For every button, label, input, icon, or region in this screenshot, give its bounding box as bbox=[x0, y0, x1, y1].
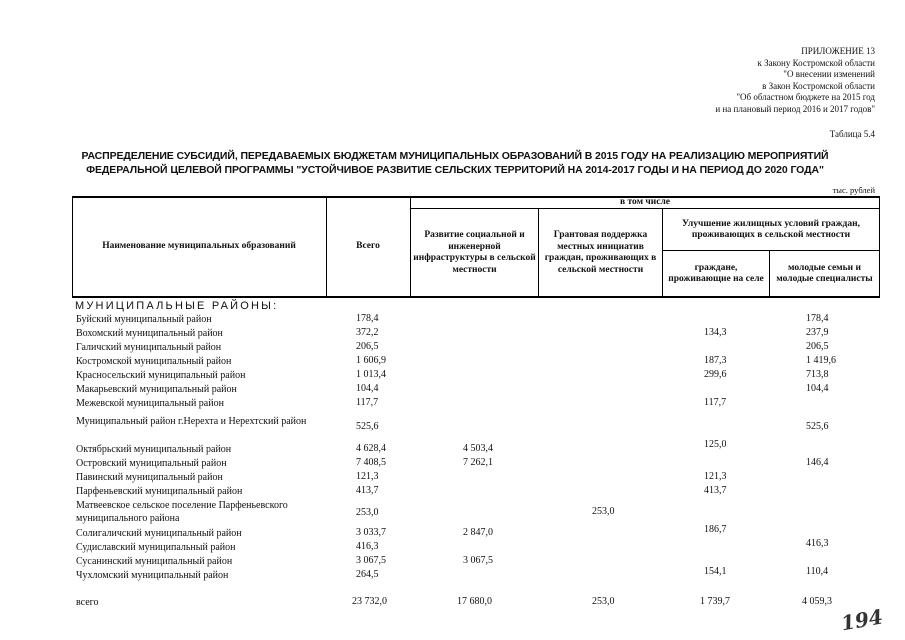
header-grant: Грантовая поддержка местных инициатив граждан, проживающих в сельской местности bbox=[544, 230, 657, 275]
cell-grant: 253,0 bbox=[592, 506, 615, 517]
cell-young: 178,4 bbox=[806, 313, 829, 324]
cell-total: 1 606,9 bbox=[356, 355, 386, 366]
title-line-2: ФЕДЕРАЛЬНОЙ ЦЕЛЕВОЙ ПРОГРАММЫ "УСТОЙЧИВОЕ РАЗВИТИЕ СЕЛЬСКИХ ТЕРРИТОРИЙ НА 2014-2017 ГОДЫ И НА ПЕРИОД ДО 2020 ГОДА" bbox=[86, 163, 824, 176]
cell-young: 104,4 bbox=[806, 383, 829, 394]
header-vline-3 bbox=[538, 208, 539, 297]
cell-total: 525,6 bbox=[356, 421, 379, 432]
cell-total: 413,7 bbox=[356, 485, 379, 496]
cell-total: 117,7 bbox=[356, 397, 379, 408]
cell-rural: 121,3 bbox=[704, 471, 727, 482]
cell-young: 146,4 bbox=[806, 457, 829, 468]
header-vline-4 bbox=[662, 208, 663, 297]
section-label: МУНИЦИПАЛЬНЫЕ РАЙОНЫ: bbox=[75, 300, 279, 312]
cell-young: 416,3 bbox=[806, 538, 829, 549]
cell-name: Солигаличский муниципальный район bbox=[76, 528, 242, 539]
appendix-line: в Закон Костромской области bbox=[762, 80, 875, 91]
header-young: молодые семьи и молодые специалисты bbox=[776, 262, 873, 284]
cell-name: Буйский муниципальный район bbox=[76, 314, 212, 325]
cell-name: Чухломский муниципальный район bbox=[76, 570, 229, 581]
cell-name: Муниципальный район г.Нерехта и Нерехтский район bbox=[76, 416, 307, 427]
cell-name: Костромской муниципальный район bbox=[76, 356, 232, 367]
cell-total: 104,4 bbox=[356, 383, 379, 394]
cell-total: 206,5 bbox=[356, 341, 379, 352]
header-vline-right bbox=[879, 196, 880, 297]
header-infra: Развитие социальной и инженерной инфраструктуры в сельской местности bbox=[413, 230, 536, 275]
appendix-line: "Об областном бюджете на 2015 год bbox=[736, 92, 875, 103]
cell-name: Матвеевское сельское поселение Парфеньевского муниципального района bbox=[76, 500, 288, 524]
header-rule-bottom bbox=[72, 296, 880, 298]
cell-rural: 125,0 bbox=[704, 439, 727, 450]
cell-young: 1 419,6 bbox=[806, 355, 836, 366]
cell-name: Вохомский муниципальный район bbox=[76, 328, 223, 339]
cell-total: 264,5 bbox=[356, 569, 379, 580]
cell-infra: 2 847,0 bbox=[463, 527, 493, 538]
appendix-line: и на плановый период 2016 и 2017 годов" bbox=[715, 103, 875, 114]
cell-name: Макарьевский муниципальный район bbox=[76, 384, 237, 395]
cell-young: 713,8 bbox=[806, 369, 829, 380]
cell-name: Островский муниципальный район bbox=[76, 458, 227, 469]
total-label: всего bbox=[76, 597, 99, 608]
title-line-1: РАСПРЕДЕЛЕНИЕ СУБСИДИЙ, ПЕРЕДАВАЕМЫХ БЮДЖЕТАМ МУНИЦИПАЛЬНЫХ ОБРАЗОВАНИЙ В 2015 ГОДУ НА РЕАЛИЗАЦИЮ МЕРОПРИЯТИЙ bbox=[81, 150, 829, 162]
cell-name: Павинский муниципальный район bbox=[76, 472, 223, 483]
cell-rural: 413,7 bbox=[704, 485, 727, 496]
header-vline-1 bbox=[326, 196, 327, 297]
header-rural-citizens: граждане, проживающие на селе bbox=[668, 262, 764, 284]
document-title bbox=[60, 150, 850, 177]
header-vline-left bbox=[72, 196, 73, 297]
handwritten-page-number: 194 bbox=[839, 604, 885, 636]
cell-rural: 154,1 bbox=[704, 566, 727, 577]
table-number: Таблица 5.4 bbox=[829, 129, 875, 139]
appendix-line: ПРИЛОЖЕНИЕ 13 bbox=[801, 46, 875, 56]
total-rural: 1 739,7 bbox=[700, 596, 730, 607]
cell-young: 525,6 bbox=[806, 421, 829, 432]
appendix-reference bbox=[575, 46, 875, 116]
cell-young: 206,5 bbox=[806, 341, 829, 352]
cell-infra: 4 503,4 bbox=[463, 443, 493, 454]
header-total: Всего bbox=[356, 241, 380, 252]
cell-total: 121,3 bbox=[356, 471, 379, 482]
header-rule-housing bbox=[662, 250, 880, 251]
header-vline-2 bbox=[410, 196, 411, 297]
cell-rural: 134,3 bbox=[704, 327, 727, 338]
cell-total: 7 408,5 bbox=[356, 457, 386, 468]
cell-total: 253,0 bbox=[356, 507, 379, 518]
header-housing: Улучшение жилищных условий граждан, проживающих в сельской местности bbox=[682, 218, 860, 240]
cell-total: 1 013,4 bbox=[356, 369, 386, 380]
cell-name: Красносельский муниципальный район bbox=[76, 370, 246, 381]
cell-infra: 3 067,5 bbox=[463, 555, 493, 566]
cell-name: Галичский муниципальный район bbox=[76, 342, 222, 353]
cell-name: Парфеньевский муниципальный район bbox=[76, 486, 243, 497]
header-including: в том числе bbox=[619, 196, 671, 207]
header-name: Наименование муниципальных образований bbox=[102, 241, 296, 252]
units-label: тыс. рублей bbox=[832, 185, 875, 195]
cell-total: 372,2 bbox=[356, 327, 379, 338]
cell-name: Межевской муниципальный район bbox=[76, 398, 224, 409]
header-vline-5 bbox=[769, 250, 770, 297]
cell-young: 237,9 bbox=[806, 327, 829, 338]
appendix-line: к Закону Костромской области bbox=[757, 57, 875, 68]
total-grant: 253,0 bbox=[592, 596, 615, 607]
cell-young: 110,4 bbox=[806, 566, 829, 577]
cell-rural: 187,3 bbox=[704, 355, 727, 366]
cell-name: Октябрьский муниципальный район bbox=[76, 444, 232, 455]
cell-total: 3 033,7 bbox=[356, 527, 386, 538]
cell-name: Сусанинский муниципальный район bbox=[76, 556, 233, 567]
cell-total: 178,4 bbox=[356, 313, 379, 324]
cell-total: 4 628,4 bbox=[356, 443, 386, 454]
cell-rural: 299,6 bbox=[704, 369, 727, 380]
cell-rural: 117,7 bbox=[704, 397, 727, 408]
total-infra: 17 680,0 bbox=[457, 596, 492, 607]
total-young: 4 059,3 bbox=[802, 596, 832, 607]
cell-total: 416,3 bbox=[356, 541, 379, 552]
cell-total: 3 067,5 bbox=[356, 555, 386, 566]
cell-infra: 7 262,1 bbox=[463, 457, 493, 468]
total-sum: 23 732,0 bbox=[352, 596, 387, 607]
cell-rural: 186,7 bbox=[704, 524, 727, 535]
appendix-line: "О внесении изменений bbox=[783, 69, 875, 80]
cell-name: Судиславский муниципальный район bbox=[76, 542, 236, 553]
